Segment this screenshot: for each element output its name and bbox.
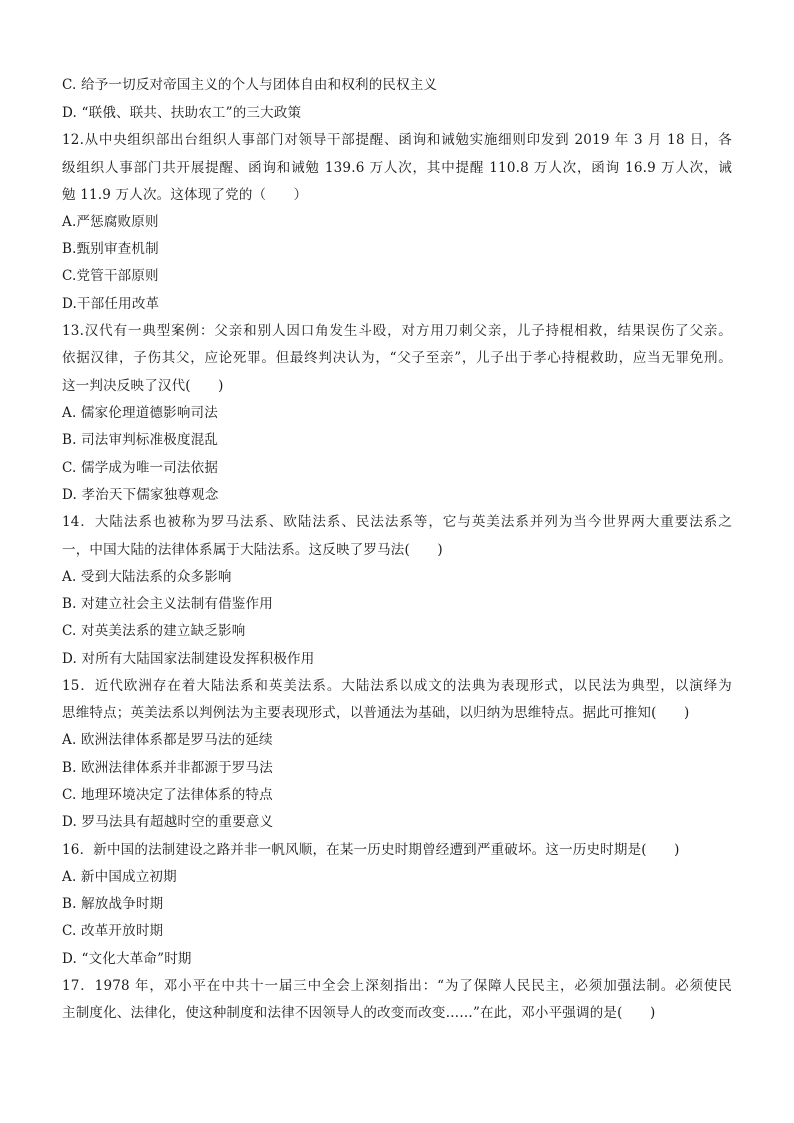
- q15-option-c: C. 地理环境决定了法律体系的特点: [62, 787, 273, 803]
- q11-option-d: D. “联俄、联共、扶助农工”的三大政策: [62, 105, 302, 121]
- q16-option-b: B. 解放战争时期: [62, 896, 164, 912]
- q16-option-c: C. 改革开放时期: [62, 923, 164, 939]
- q14-stem-line-2: 一，中国大陆的法律体系属于大陆法系。这反映了罗马法( ): [62, 542, 443, 558]
- q12-option-b: B.甄别审查机制: [62, 241, 159, 257]
- q15-option-d: D. 罗马法具有超越时空的重要意义: [62, 814, 274, 830]
- q13-option-b: B. 司法审判标准极度混乱: [62, 432, 219, 448]
- q15-stem-line-2: 思维特点；英美法系以判例法为主要表现形式，以普通法为基础，以归纳为思维特点。据此可推知( ): [62, 705, 690, 721]
- q17-stem-line-2: 主制度化、法律化，使这种制度和法律不因领导人的改变而改变……”在此，邓小平强调的是( ): [62, 1005, 656, 1021]
- q12-option-a: A.严惩腐败原则: [62, 214, 159, 230]
- q12-stem-line-2: 级组织人事部门共开展提醒、函询和诫勉 139.6 万人次，其中提醒 110.8 万人次，函询 16.9 万人次，诫: [62, 160, 732, 176]
- q12-stem-line-3: 勉 11.9 万人次。这体现了党的（ ）: [62, 187, 308, 203]
- q17-stem-line-1: 17．1978 年，邓小平在中共十一届三中全会上深刻指出：“为了保障人民民主，必须加强法制。必须使民: [62, 978, 732, 994]
- q16-option-a: A. 新中国成立初期: [62, 869, 177, 885]
- q12-option-c: C.党管干部原则: [62, 268, 159, 284]
- q14-option-b: B. 对建立社会主义法制有借鉴作用: [62, 596, 273, 612]
- q13-option-c: C. 儒学成为唯一司法依据: [62, 460, 219, 476]
- q16-stem-line-1: 16．新中国的法制建设之路并非一帆风顺，在某一历史时期曾经遭到严重破坏。这一历史时期是( ): [62, 842, 680, 858]
- q15-option-a: A. 欧洲法律体系都是罗马法的延续: [62, 732, 273, 748]
- q14-option-a: A. 受到大陆法系的众多影响: [62, 569, 232, 585]
- q13-option-a: A. 儒家伦理道德影响司法: [62, 405, 218, 421]
- q13-stem-line-3: 这一判决反映了汉代( ): [62, 378, 224, 394]
- q12-option-d: D.干部任用改革: [62, 296, 160, 312]
- q14-option-d: D. 对所有大陆国家法制建设发挥积极作用: [62, 651, 315, 667]
- q13-stem-line-1: 13.汉代有一典型案例：父亲和别人因口角发生斗殴，对方用刀刺父亲，儿子持棍相救，结果误伤了父亲。: [62, 323, 732, 339]
- q15-stem-line-1: 15．近代欧洲存在着大陆法系和英美法系。大陆法系以成文的法典为表现形式，以民法为典型，以演绎为: [62, 678, 732, 694]
- q16-option-d: D. “文化大革命”时期: [62, 951, 192, 967]
- q12-stem-line-1: 12.从中央组织部出台组织人事部门对领导干部提醒、函询和诫勉实施细则印发到 2019 年 3 月 18 日，各: [62, 132, 732, 148]
- q15-option-b: B. 欧洲法律体系并非都源于罗马法: [62, 760, 273, 776]
- q14-stem-line-1: 14．大陆法系也被称为罗马法系、欧陆法系、民法法系等，它与英美法系并列为当今世界两大重要法系之: [62, 514, 732, 530]
- q14-option-c: C. 对英美法系的建立缺乏影响: [62, 623, 246, 639]
- q13-stem-line-2: 依据汉律，子伤其父，应论死罪。但最终判决认为，“父子至亲”，儿子出于孝心持棍救助，应当无罪免刑。: [62, 350, 732, 366]
- q11-option-c: C. 给予一切反对帝国主义的个人与团体自由和权利的民权主义: [62, 77, 438, 93]
- q13-option-d: D. 孝治天下儒家独尊观念: [62, 487, 219, 503]
